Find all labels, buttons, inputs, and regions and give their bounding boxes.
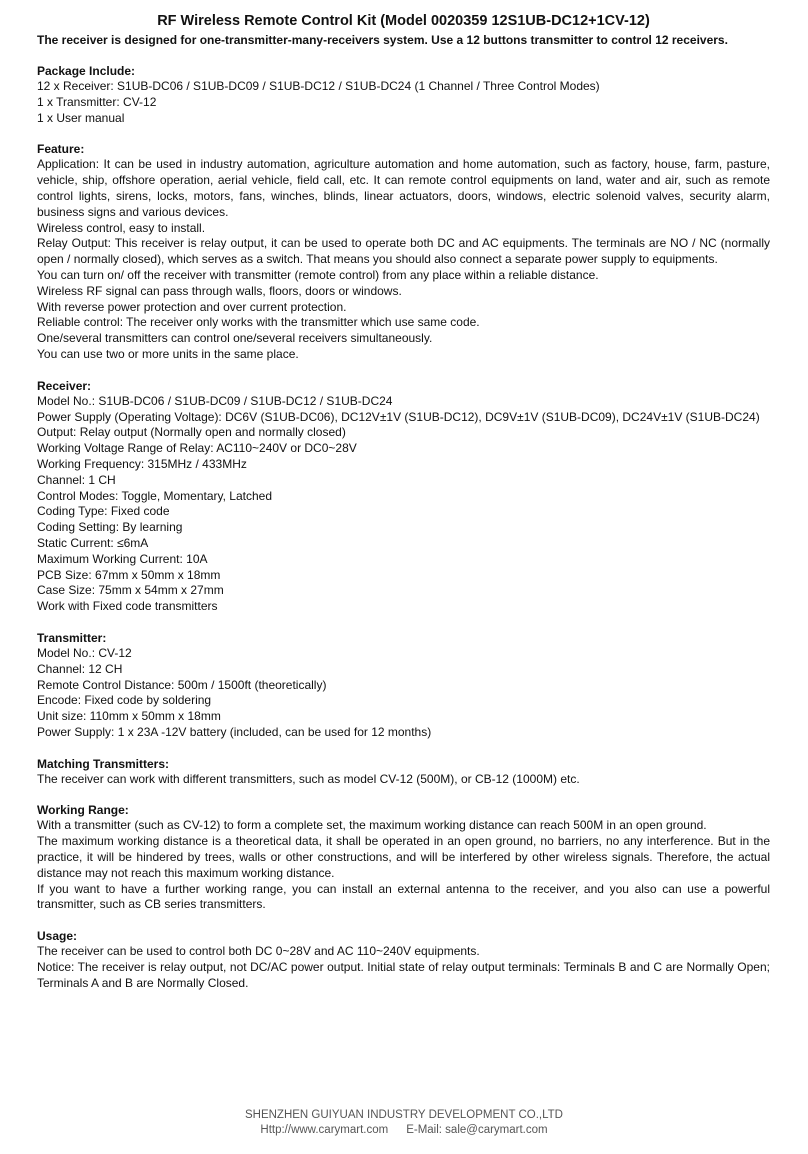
document-page (37, 12, 770, 992)
page-footer (0, 1108, 808, 1138)
receiver-line: Maximum Working Current: 10A (37, 551, 208, 566)
matching-section (37, 756, 770, 788)
feature-line: Wireless RF signal can pass through walls, floors, doors or windows. (37, 283, 402, 298)
receiver-line: Static Current: ≤6mA (37, 535, 149, 550)
usage-section (37, 928, 770, 991)
range-line: With a transmitter (such as CV-12) to form a complete set, the maximum working distance can reach 500M in an open ground. (37, 818, 707, 833)
receiver-line: Working Frequency: 315MHz / 433MHz (37, 456, 247, 471)
range-section (37, 802, 770, 913)
receiver-line: Output: Relay output (Normally open and normally closed) (37, 425, 346, 440)
receiver-line: Case Size: 75mm x 54mm x 27mm (37, 583, 224, 598)
transmitter-line: Encode: Fixed code by soldering (37, 693, 212, 708)
range-line: The maximum working distance is a theoretical data, it shall be operated in an open ground, no barriers, no any interference. But in the practice, it will be hindered by trees, walls or other constructions, and will be interfered by other wireless signals. Therefore, the actual distance may not reach this maximum working distance. (37, 834, 770, 880)
footer-company: SHENZHEN GUIYUAN INDUSTRY DEVELOPMENT CO.,LTD (244, 1109, 563, 1121)
package-line: 12 x Receiver: S1UB-DC06 / S1UB-DC09 / S1UB-DC12 / S1UB-DC24 (1 Channel / Three Control Modes) (37, 79, 600, 93)
receiver-section (37, 378, 770, 615)
transmitter-line: Model No.: CV-12 (37, 645, 132, 660)
receiver-heading: Receiver: (37, 378, 92, 393)
feature-heading: Feature: (37, 142, 85, 157)
receiver-line: Working Voltage Range of Relay: AC110~240V or DC0~28V (37, 441, 357, 456)
transmitter-line: Unit size: 110mm x 50mm x 18mm (37, 709, 221, 724)
transmitter-section (37, 630, 770, 741)
matching-heading: Matching Transmitters: (37, 756, 170, 771)
package-heading: Package Include: (37, 64, 136, 78)
package-line: 1 x Transmitter: CV-12 (37, 94, 157, 109)
transmitter-line: Power Supply: 1 x 23A -12V battery (included, can be used for 12 months) (37, 724, 432, 739)
feature-section (37, 141, 770, 362)
receiver-line: Channel: 1 CH (37, 472, 116, 487)
footer-email-link[interactable]: E-Mail: sale@carymart.com (406, 1124, 548, 1136)
transmitter-line: Remote Control Distance: 500m / 1500ft (theoretically) (37, 677, 327, 692)
usage-heading: Usage: (37, 929, 78, 944)
feature-line: Reliable control: The receiver only works with the transmitter which use same code. (37, 315, 480, 330)
feature-line: You can use two or more units in the same place. (37, 346, 299, 361)
feature-line: You can turn on/ off the receiver with transmitter (remote control) from any place within a reliable distance. (37, 267, 599, 282)
feature-line: Application: It can be used in industry automation, agriculture automation and home automation, such as factory, house, farm, pasture, vehicle, ship, offshore operation, aerial vehicle, field call, etc. It can remote control equipments on land, water and air, such as remote control lights, sirens, locks, motors, fans, winches, blinds, linear actuators, doors, windows, electric solenoid valves, security alarm, business signs and various devices. (37, 157, 770, 219)
receiver-line: Power Supply (Operating Voltage): DC6V (S1UB-DC06), DC12V±1V (S1UB-DC12), DC9V±1V (S1UB-DC09), DC24V±1V (S1UB-DC24) (37, 409, 760, 424)
receiver-line: Model No.: S1UB-DC06 / S1UB-DC09 / S1UB-DC12 / S1UB-DC24 (37, 393, 393, 408)
transmitter-heading: Transmitter: (37, 630, 107, 645)
receiver-line: PCB Size: 67mm x 50mm x 18mm (37, 567, 221, 582)
feature-line: Relay Output: This receiver is relay output, it can be used to operate both DC and AC equipments. The terminals are NO / NC (normally open / normally closed), which serves as a switch. That means you should also connect a separate power supply to equipments. (37, 236, 770, 267)
feature-line: Wireless control, easy to install. (37, 220, 206, 235)
usage-line: Notice: The receiver is relay output, not DC/AC power output. Initial state of relay output terminals: Terminals B and C are Normally Open; Terminals A and B are Normally Closed. (37, 960, 770, 990)
usage-line: The receiver can be used to control both DC 0~28V and AC 110~240V equipments. (37, 944, 480, 959)
package-section (37, 63, 770, 126)
range-heading: Working Range: (37, 803, 129, 818)
footer-contact (0, 1123, 808, 1138)
package-line: 1 x User manual (37, 110, 125, 125)
receiver-line: Control Modes: Toggle, Momentary, Latched (37, 488, 273, 503)
feature-line: One/several transmitters can control one/several receivers simultaneously. (37, 331, 433, 346)
transmitter-line: Channel: 12 CH (37, 661, 123, 676)
range-line: If you want to have a further working range, you can install an external antenna to the receiver, and you also can use a powerful transmitter, such as CB series transmitters. (37, 881, 770, 912)
feature-line: With reverse power protection and over current protection. (37, 299, 347, 314)
page-title: RF Wireless Remote Control Kit (Model 0020359 12S1UB-DC12+1CV-12) (157, 13, 650, 29)
receiver-line: Coding Setting: By learning (37, 520, 183, 535)
page-subtitle: The receiver is designed for one-transmitter-many-receivers system. Use a 12 buttons transmitter to control 12 receivers. (37, 33, 728, 47)
receiver-line: Work with Fixed code transmitters (37, 599, 218, 614)
receiver-line: Coding Type: Fixed code (37, 504, 170, 519)
footer-website-link[interactable]: Http://www.carymart.com (260, 1124, 389, 1136)
matching-line: The receiver can work with different transmitters, such as model CV-12 (500M), or CB-12 (1000M) etc. (37, 771, 580, 786)
